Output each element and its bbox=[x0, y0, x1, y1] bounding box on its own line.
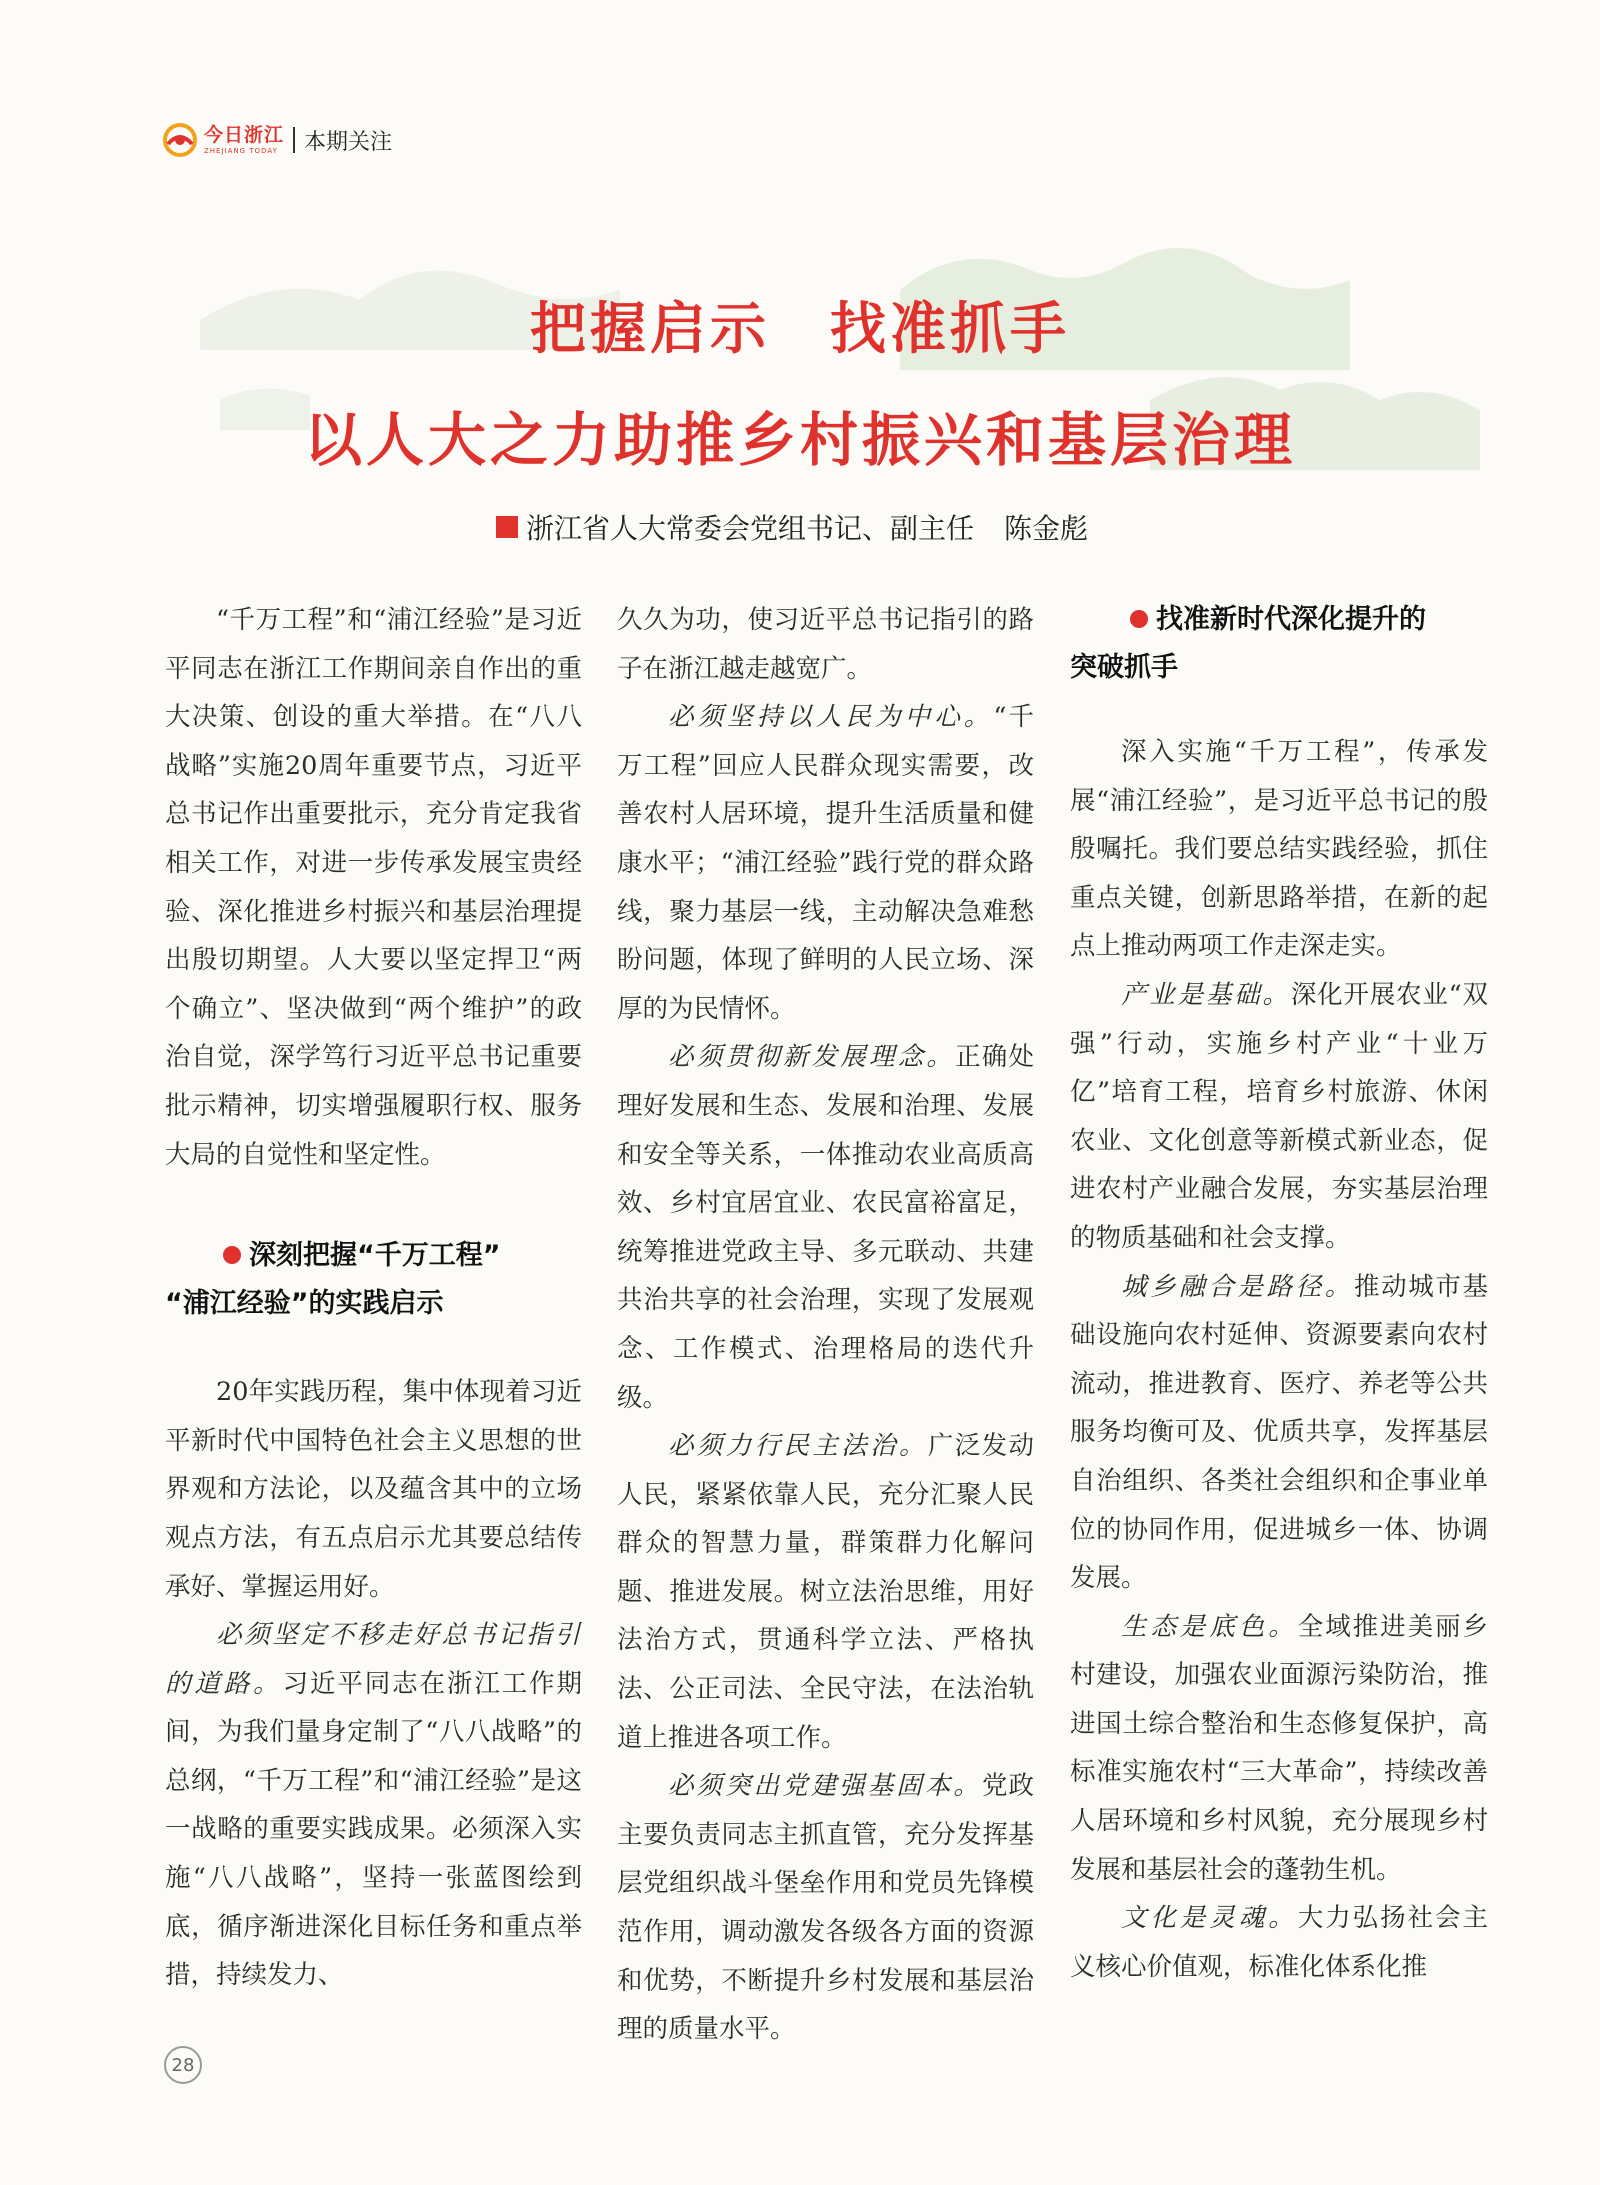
paragraph: “千万工程”和“浦江经验”是习近平同志在浙江工作期间亲自作出的重大决策、创设的重大举措。在“八八战略”实施20周年重要节点，习近平总书记作出重要批示，充分肯定我省相关工作，对进一步传承发展宝贵经验、深化推进乡村振兴和基层治理提出殷切期望。人大要以坚定捍卫“两个确立”、坚决做到“两个维护”的政治自觉，深学笃行习近平总书记重要批示精神，切实增强履职行权、服务大局的自觉性和坚定性。 bbox=[165, 605, 582, 1170]
bullet-dot-icon bbox=[223, 1246, 241, 1264]
paragraph: 必须力行民主法治。广泛发动人民，紧紧依靠人民，充分汇聚人民群众的智慧力量，群策群力化解问题、推进发展。树立法治思维，用好法治方式，贯通科学立法、严格执法、公正司法、全民守法，在法治轨道上推进各项工作。 bbox=[617, 1431, 1034, 1753]
author-role: 浙江省人大常委会党组书记、副主任 bbox=[526, 512, 975, 545]
section-label: 本期关注 bbox=[304, 129, 393, 155]
paragraph-keyword: 产业是基础。 bbox=[1121, 979, 1291, 1010]
paragraph: 必须突出党建强基固本。党政主要负责同志主抓直管，充分发挥基层党组织战斗堡垒作用和党员先锋模范作用，调动激发各级各方面的资源和优势，不断提升乡村发展和基层治理的质量水平。 bbox=[617, 1771, 1034, 2045]
paragraph: 产业是基础。深化开展农业“双强”行动，实施乡村产业“十业万亿”培育工程，培育乡村旅游、休闲农业、文化创意等新模式新业态，促进农村产业融合发展，夯实基层治理的物质基础和社会支撑。 bbox=[1070, 979, 1488, 1253]
paragraph-keyword: 城乡融合是路径。 bbox=[1121, 1271, 1354, 1302]
paragraph-keyword: 文化是灵魂。 bbox=[1121, 1903, 1298, 1934]
paragraph-keyword: 必须坚定不移走好总书记指引的道路。 bbox=[165, 1620, 582, 1699]
paragraph-keyword: 必须贯彻新发展理念。 bbox=[668, 1042, 956, 1073]
paragraph-keyword: 必须坚持以人民为中心。 bbox=[668, 702, 994, 733]
article-title-line-1: 把握启示 找准抓手 bbox=[530, 297, 1070, 362]
column-2 bbox=[617, 596, 1034, 2054]
author-name: 陈金彪 bbox=[1004, 512, 1089, 545]
section-heading-2: 找准新时代深化提升的 突破抓手 bbox=[1070, 604, 1426, 683]
paragraph: 城乡融合是路径。推动城市基础设施向农村延伸、资源要素向农村流动，推进教育、医疗、养老等公共服务均衡可及、优质共享，发挥基层自治组织、各类社会组织和企事业单位的协同作用，促进城乡一体、协调发展。 bbox=[1070, 1271, 1488, 1594]
paragraph: 久久为功，使习近平总书记指引的路子在浙江越走越宽广。 bbox=[617, 605, 1034, 684]
logo-text: 今日浙江 bbox=[204, 123, 285, 146]
paragraph: 必须坚持以人民为中心。“千万工程”回应人民群众现实需要，改善农村人居环境，提升生活质量和健康水平；“浦江经验”践行党的群众路线，聚力基层一线，主动解决急难愁盼问题，体现了鲜明的人民立场、深厚的为民情怀。 bbox=[617, 702, 1034, 1024]
paragraph: 生态是底色。全域推进美丽乡村建设，加强农业面源污染防治，推进国土综合整治和生态修复保护，高标准实施农村“三大革命”，持续改善人居环境和乡村风貌，充分展现乡村发展和基层社会的蓬勃生机。 bbox=[1070, 1611, 1488, 1885]
page-number: 28 bbox=[164, 2046, 202, 2084]
paragraph: 必须坚定不移走好总书记指引的道路。习近平同志在浙江工作期间，为我们量身定制了“八八战略”的总纲，“千万工程”和“浦江经验”是这一战略的重要实践成果。必须深入实施“八八战略”，坚持一张蓝图绘到底，循序渐进深化目标任务和重点举措，持续发力、 bbox=[165, 1620, 582, 1991]
paragraph: 文化是灵魂。大力弘扬社会主义核心价值观，标准化体系化推 bbox=[1070, 1903, 1488, 1982]
magazine-header bbox=[162, 120, 392, 160]
paragraph: 必须贯彻新发展理念。正确处理好发展和生态、发展和治理、发展和安全等关系，一体推动农业高质高效、乡村宜居宜业、农民富裕富足，统筹推进党政主导、多元联动、共建共治共享的社会治理，实现了发展观念、工作模式、治理格局的迭代升级。 bbox=[617, 1042, 1034, 1413]
paragraph-keyword: 生态是底色。 bbox=[1121, 1611, 1298, 1642]
byline-square-marker bbox=[496, 516, 518, 538]
column-1 bbox=[165, 596, 582, 2000]
header-divider bbox=[293, 127, 295, 153]
column-3 bbox=[1070, 596, 1488, 1991]
paragraph: 20年实践历程，集中体现着习近平新时代中国特色社会主义思想的世界观和方法论，以及蕴含其中的立场观点方法，有五点启示尤其要总结传承好、掌握运用好。 bbox=[165, 1377, 582, 1602]
section-heading-1: 深刻把握“千万工程” “浦江经验”的实践启示 bbox=[165, 1240, 501, 1320]
paragraph-keyword: 必须突出党建强基固本。 bbox=[668, 1771, 982, 1802]
logo-subtext: ZHEJIANG TODAY bbox=[204, 146, 278, 155]
paragraph-keyword: 必须力行民主法治。 bbox=[668, 1431, 928, 1462]
author-byline bbox=[496, 507, 1088, 547]
bullet-dot-icon bbox=[1130, 610, 1148, 628]
article-title-line-2: 以人大之力助推乡村振兴和基层治理 bbox=[303, 406, 1296, 474]
sun-logo-icon bbox=[162, 122, 198, 158]
logo bbox=[204, 123, 285, 155]
paragraph: 深入实施“千万工程”，传承发展“浦江经验”，是习近平总书记的殷殷嘱托。我们要总结实践经验，抓住重点关键，创新思路举措，在新的起点上推动两项工作走深走实。 bbox=[1070, 737, 1488, 962]
